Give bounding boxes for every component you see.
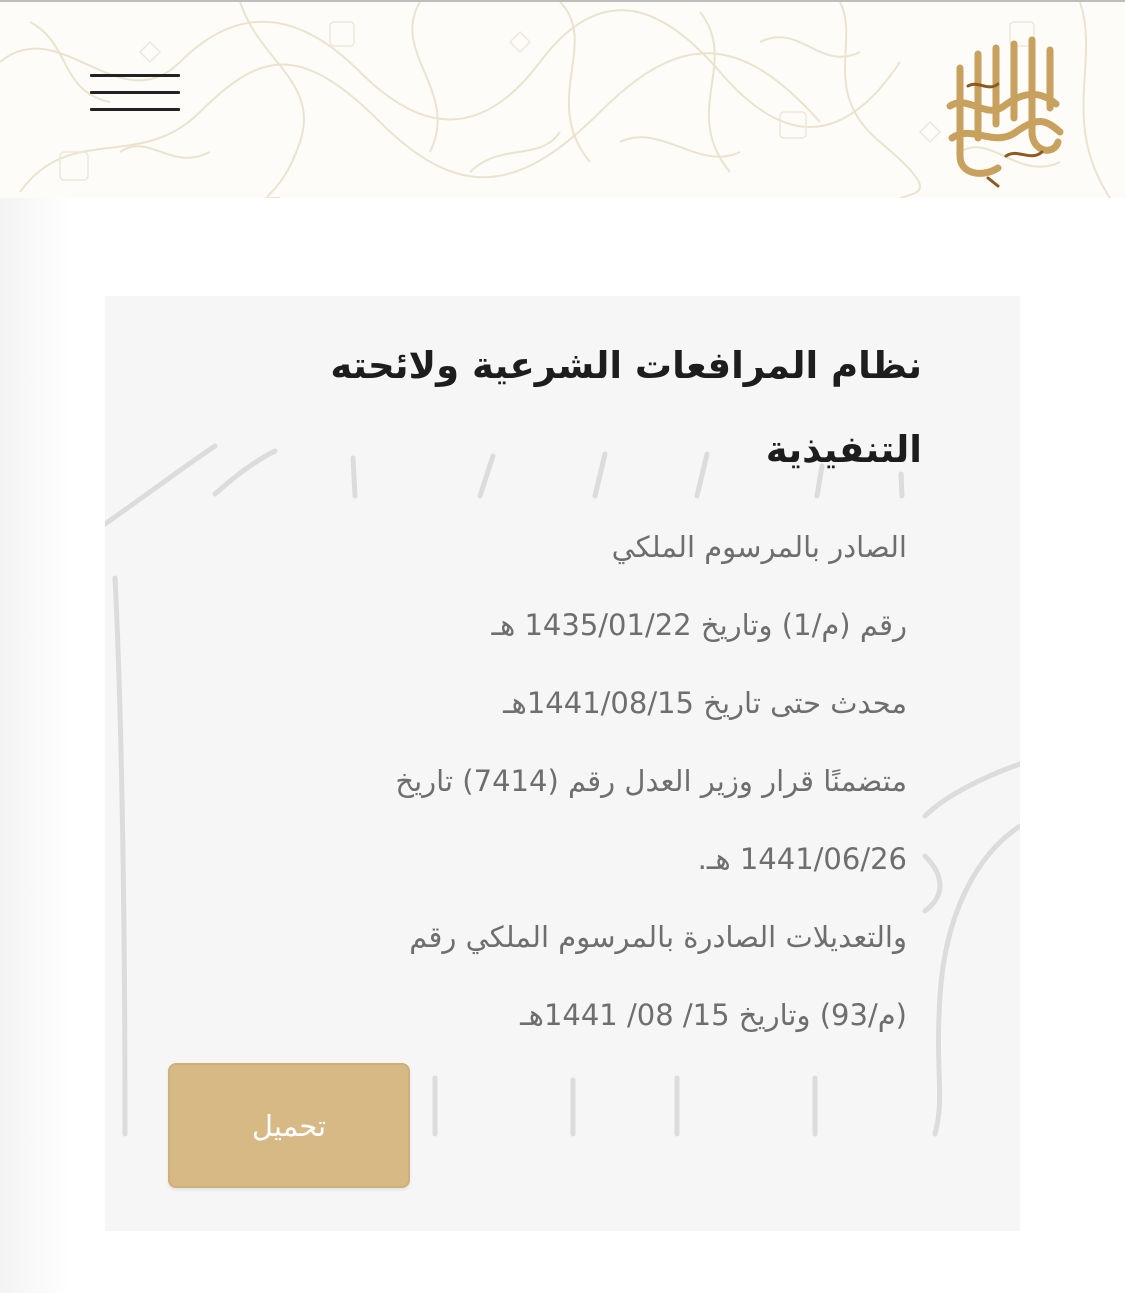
menu-bar — [90, 74, 180, 77]
document-title-line: التنفيذية — [765, 428, 922, 471]
decree-number-line: رقم (م/1) وتاريخ 1435/01/22 هـ — [491, 608, 907, 642]
menu-bar — [90, 108, 180, 111]
issued-by-line: الصادر بالمرسوم الملكي — [611, 530, 907, 564]
minister-decision-line: متضمنًا قرار وزير العدل رقم (7414) تاريخ — [395, 764, 907, 798]
amendments-line: والتعديلات الصادرة بالمرسوم الملكي رقم — [409, 920, 907, 954]
site-header — [0, 2, 1125, 198]
document-details — [207, 508, 907, 1054]
left-edge-shade — [0, 198, 70, 1293]
menu-bar — [90, 91, 180, 94]
calligraphy-logo[interactable] — [938, 28, 1068, 188]
minister-decision-date-line: 1441/06/26 هـ. — [697, 842, 907, 876]
hamburger-menu-button[interactable] — [86, 68, 184, 116]
updated-date-line: محدث حتى تاريخ 1441/08/15هـ — [503, 686, 907, 720]
download-button[interactable]: تحميل — [168, 1063, 410, 1188]
document-title — [222, 324, 922, 492]
document-title-line: نظام المرافعات الشرعية ولائحته — [330, 344, 922, 387]
amendments-decree-line: (م/93) وتاريخ 15/ 08/ 1441هـ — [520, 998, 907, 1032]
